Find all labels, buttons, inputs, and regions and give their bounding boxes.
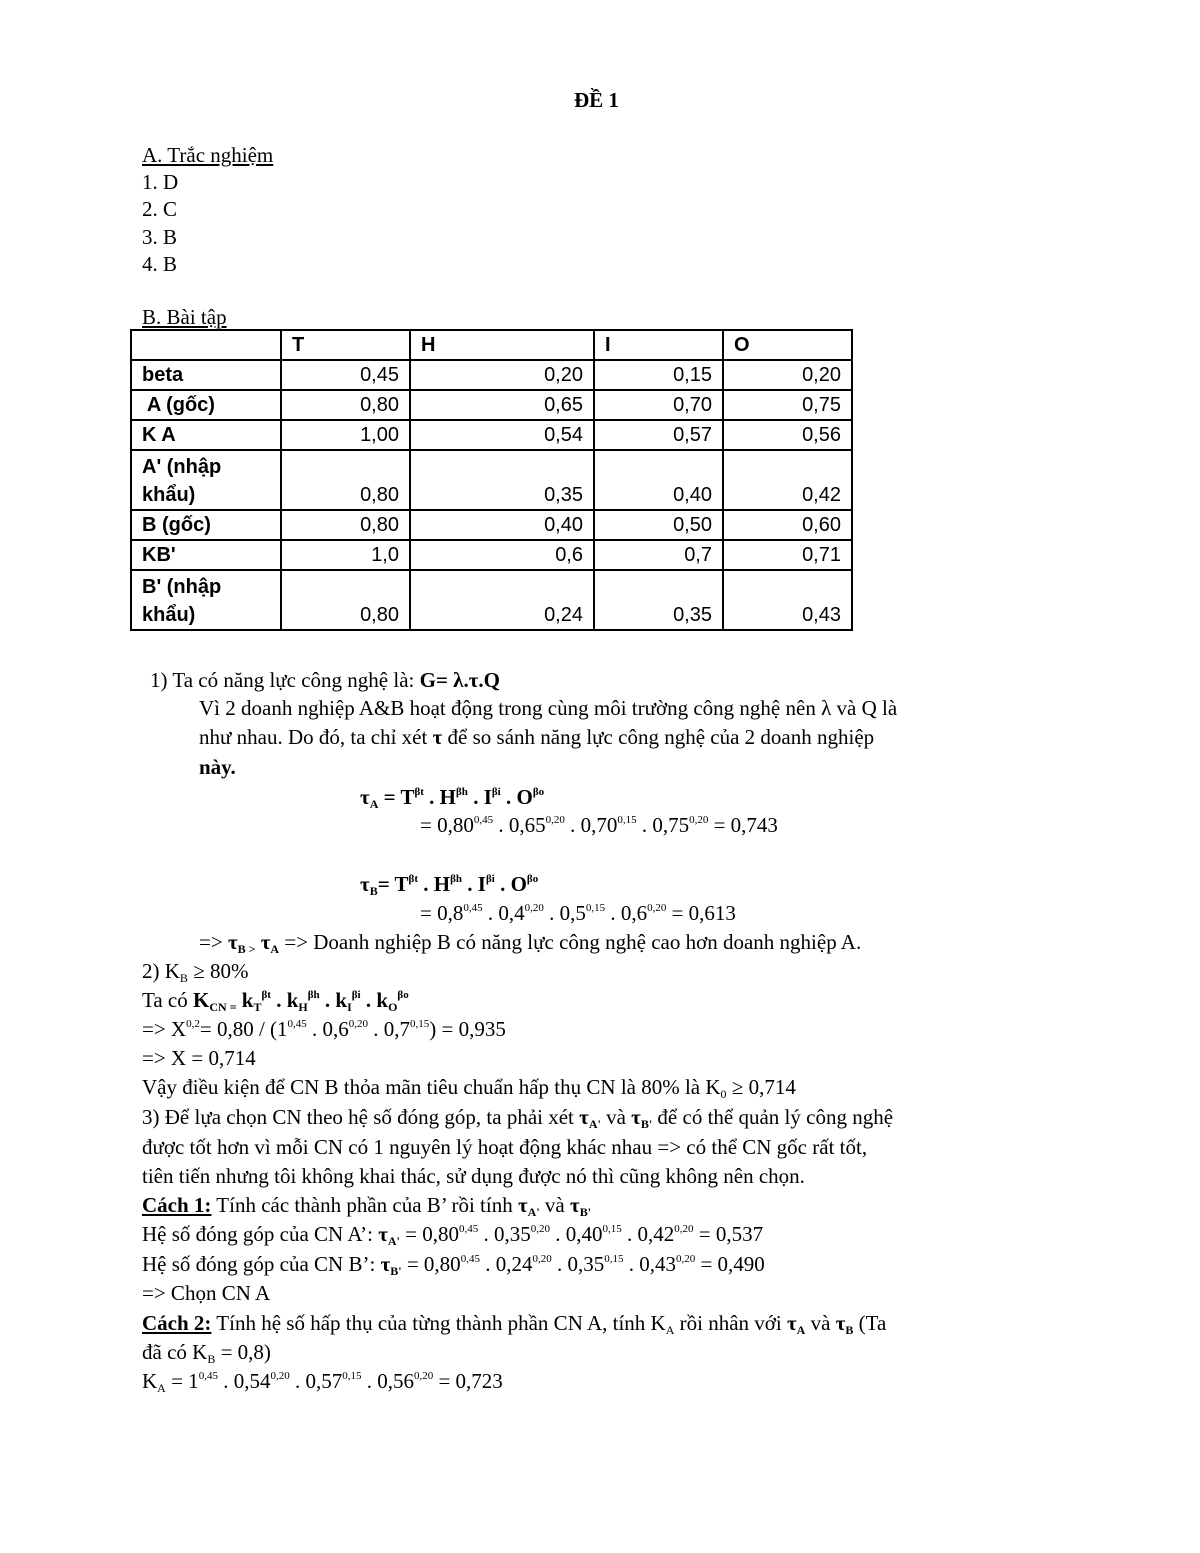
ka-calc: $K_A = 1^{0,45}$ . 0,54$^{0,20}$ . 0,57$^{0,15}$ . $0,56^{0,20} = 0,723$ [142, 1369, 503, 1395]
tau-b-formula: $\tau_B= T^{\beta t}$ . $H^{\beta h}$ . $I^{\beta i}$ . $O^{\beta o}$ [360, 872, 539, 898]
table-row [131, 570, 852, 630]
table-cell: 0,15 [594, 360, 723, 390]
table-row [131, 420, 852, 450]
table-row [131, 360, 852, 390]
table-header-cell [131, 330, 281, 360]
table-cell: 0,71 [723, 540, 852, 570]
table-row-label: A (gốc) [131, 390, 281, 420]
answer-item: 3. B [142, 225, 178, 249]
table-cell: 1,0 [281, 540, 410, 570]
part2-line: => X = 0,714 [142, 1046, 256, 1070]
table-cell: 0,80 [281, 450, 410, 510]
choice-line: => Chọn CN A [142, 1281, 271, 1305]
table-cell: 0,56 [723, 420, 852, 450]
section-b-heading: B. Bài tập [142, 305, 227, 329]
table-cell: 0,20 [410, 360, 594, 390]
table-cell: 0,45 [281, 360, 410, 390]
table-row [131, 450, 852, 510]
part3-line: 3) Để lựa chọn CN theo hệ số đóng góp, ta phải xét $\tau_{A'}$ và $\tau_{B'}$ để có thể quản lý công nghệ [142, 1105, 894, 1131]
table-header-cell: I [594, 330, 723, 360]
tau-b-calc: = $0,8^{0,45}$ . 0,4$^{0,20}$ . 0,5$^{0,15}$ . $0,6^{0,20} = 0,613$ [420, 901, 736, 925]
answer-item: 4. B [142, 252, 178, 276]
part2-conclusion: Vậy điều kiện để CN B thỏa mãn tiêu chuẩn hấp thụ CN là 80% là $K_0 \ge 0,714$ [142, 1075, 796, 1101]
table-row [131, 390, 852, 420]
table-row-label: B (gốc) [131, 510, 281, 540]
data-table [130, 329, 853, 631]
answer-item: 2. C [142, 197, 178, 221]
table-header-cell: O [723, 330, 852, 360]
section-a-heading: A. Trắc nghiệm [142, 143, 274, 167]
table-row [131, 510, 852, 540]
table-cell: 0,40 [594, 450, 723, 510]
method2-label: Cách 2: [142, 1311, 212, 1335]
table-row-label: B' (nhập khẩu) [131, 570, 281, 630]
table-header-cell: H [410, 330, 594, 360]
table-cell: 0,35 [410, 450, 594, 510]
part1-line: như nhau. Do đó, ta chỉ xét τ để so sánh năng lực công nghệ của 2 doanh nghiệp [199, 725, 875, 749]
part1-line: này. [199, 755, 236, 779]
table-row [131, 540, 852, 570]
capability-formula: G= λ.τ.Q [419, 668, 500, 692]
table-cell: 0,43 [723, 570, 852, 630]
table-row-label: KB' [131, 540, 281, 570]
part2-formula: Ta có $K_{CN =}$ $k_T^{\beta t}$ . $k_H^{\beta h}$ . $k_I^{\beta i}$ . $k_O^{\beta o}$ [142, 988, 409, 1014]
table-cell: 0,6 [410, 540, 594, 570]
table-cell: 0,24 [410, 570, 594, 630]
table-cell: 0,7 [594, 540, 723, 570]
table-row-label: K A [131, 420, 281, 450]
method1-line: Cách 1: Tính các thành phần của B’ rồi tính $\tau_{A'}$ và $\tau_{B'}$ [142, 1193, 592, 1219]
table-cell: 0,80 [281, 390, 410, 420]
part3-line: tiên tiến nhưng tôi không khai thác, sử dụng được nó thì cũng không nên chọn. [142, 1164, 805, 1188]
contribution-b: Hệ số đóng góp của CN B’: $\tau_{B'} = 0,80^{0,45}$ . 0,24$^{0,20}$ . 0,35$^{0,15}$ . $0,43^{0,20} = 0,490$ [142, 1252, 765, 1278]
tau-a-calc: = $0,80^{0,45}$ . 0,65$^{0,20}$ . 0,70$^{0,15}$ . $0,75^{0,20} = 0,743$ [420, 813, 778, 837]
table-cell: 0,50 [594, 510, 723, 540]
table-cell: 0,42 [723, 450, 852, 510]
table-cell: 0,54 [410, 420, 594, 450]
table-cell: 0,75 [723, 390, 852, 420]
table-cell: 0,60 [723, 510, 852, 540]
table-cell: 0,20 [723, 360, 852, 390]
table-header-cell: T [281, 330, 410, 360]
table-cell: 0,70 [594, 390, 723, 420]
answer-item: 1. D [142, 170, 179, 194]
comparison-line: => $\tau_{B >}$ $\tau_A$ => Doanh nghiệp B có năng lực công nghệ cao hơn doanh nghiệp A. [199, 930, 862, 956]
method2-line: Cách 2: Tính hệ số hấp thụ của từng thành phần CN A, tính $K_A$ rồi nhân với $\tau_A$ và $\tau_B$ (Ta [142, 1311, 887, 1337]
table-cell: 0,35 [594, 570, 723, 630]
table-cell: 0,57 [594, 420, 723, 450]
table-cell: 0,80 [281, 510, 410, 540]
part2-line: => X$^{0,2}$= 0,80 / (1$^{0,45}$ . 0,6$^{0,20}$ . $0,7^{0,15}) = 0,935$ [142, 1017, 506, 1041]
table-cell: 0,80 [281, 570, 410, 630]
contribution-a: Hệ số đóng góp của CN A’: $\tau_{A'} = 0,80^{0,45}$ . 0,35$^{0,20}$ . 0,40$^{0,15}$ . $0,42^{0,20} = 0,537$ [142, 1222, 764, 1248]
table-cell: 1,00 [281, 420, 410, 450]
table-row-label: beta [131, 360, 281, 390]
table-header-row [131, 330, 852, 360]
table-row-label: A' (nhập khẩu) [131, 450, 281, 510]
method1-label: Cách 1: [142, 1193, 212, 1217]
page-title: ĐỀ 1 [574, 88, 619, 112]
tau-a-formula: $\tau_A = T^{\beta t}$ . $H^{\beta h}$ . $I^{\beta i}$ . $O^{\beta o}$ [360, 785, 545, 811]
method2-line: đã có $K_B = 0,8$) [142, 1340, 271, 1366]
part3-line: được tốt hơn vì mỗi CN có 1 nguyên lý hoạt động khác nhau => có thể CN gốc rất tốt, [142, 1135, 868, 1159]
part1-line: Vì 2 doanh nghiệp A&B hoạt động trong cùng môi trường công nghệ nên λ và Q là [199, 696, 898, 720]
table-cell: 0,40 [410, 510, 594, 540]
part1-intro [150, 666, 500, 694]
part1-intro-text: 1) Ta có năng lực công nghệ là: [150, 668, 420, 692]
table-cell: 0,65 [410, 390, 594, 420]
part2-line: 2) $K_B \ge 80\%$ [142, 959, 249, 985]
